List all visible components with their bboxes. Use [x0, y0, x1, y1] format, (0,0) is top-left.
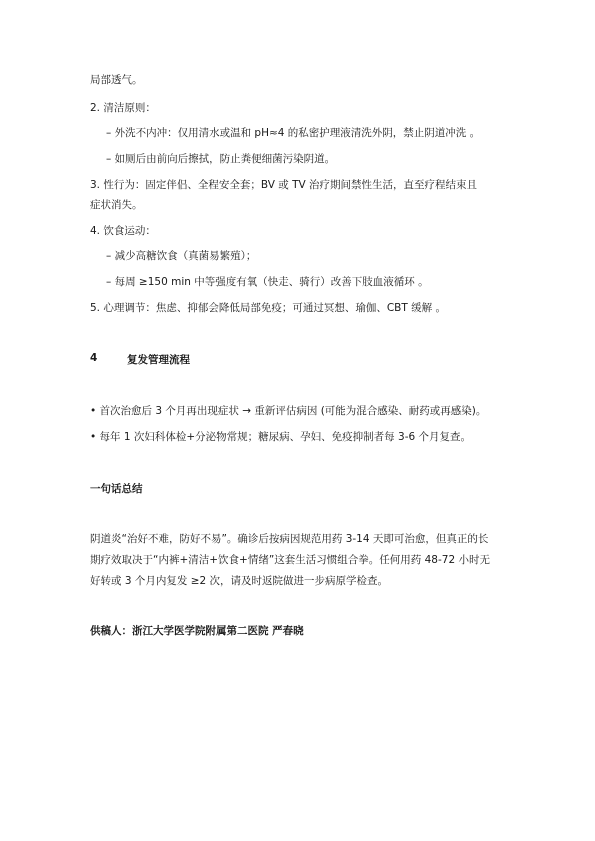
contributor-line: 供稿人：浙江大学医学院附属第二医院 严春晓	[90, 625, 304, 637]
mind-item: 5. 心理调节：焦虑、抑郁会降低局部免疫；可通过冥想、瑜伽、CBT 缓解 。	[90, 302, 446, 314]
summary-line-2: 期疗效取决于“内裤+清洁+饮食+情绪”这套生活习惯组合拳。任何用药 48-72 小时无	[90, 554, 490, 566]
section-number: 4	[90, 352, 98, 364]
cleaning-item-1: – 外洗不内冲：仅用清水或温和 pH≈4 的私密护理液清洗外阴，禁止阴道冲洗 。	[106, 127, 481, 139]
recurrence-bullet-1: • 首次治愈后 3 个月再出现症状 → 重新评估病因 (可能为混合感染、耐药或再感染)。	[90, 405, 487, 417]
summary-heading: 一句话总结	[90, 483, 143, 495]
recurrence-bullet-2: • 每年 1 次妇科体检+分泌物常规；糖尿病、孕妇、免疫抑制者每 3-6 个月复查。	[90, 431, 472, 443]
summary-paragraph	[90, 529, 510, 592]
diet-item-1: – 减少高糖饮食（真菌易繁殖）；	[106, 250, 257, 262]
summary-line-3: 好转或 3 个月内复发 ≥2 次，请及时返院做进一步病原学检查。	[90, 575, 389, 587]
diet-heading: 4. 饮食运动：	[90, 225, 156, 237]
sex-item-line-2: 症状消失。	[90, 199, 143, 211]
cleaning-item-2: – 如厕后由前向后擦拭，防止粪便细菌污染阴道。	[106, 153, 336, 165]
section-title: 复发管理流程	[127, 354, 190, 366]
cleaning-heading: 2. 清洁原则：	[90, 102, 156, 114]
sex-item-line-1: 3. 性行为：固定伴侣、全程安全套；BV 或 TV 治疗期间禁性生活，直至疗程结束且	[90, 179, 478, 191]
continuation-text: 局部透气。	[90, 74, 143, 86]
summary-line-1: 阴道炎“治好不难，防好不易”。确诊后按病因规范用药 3-14 天即可治愈，但真正的长	[90, 533, 489, 545]
diet-item-2: – 每周 ≥150 min 中等强度有氧（快走、骑行）改善下肢血液循环 。	[106, 276, 429, 288]
